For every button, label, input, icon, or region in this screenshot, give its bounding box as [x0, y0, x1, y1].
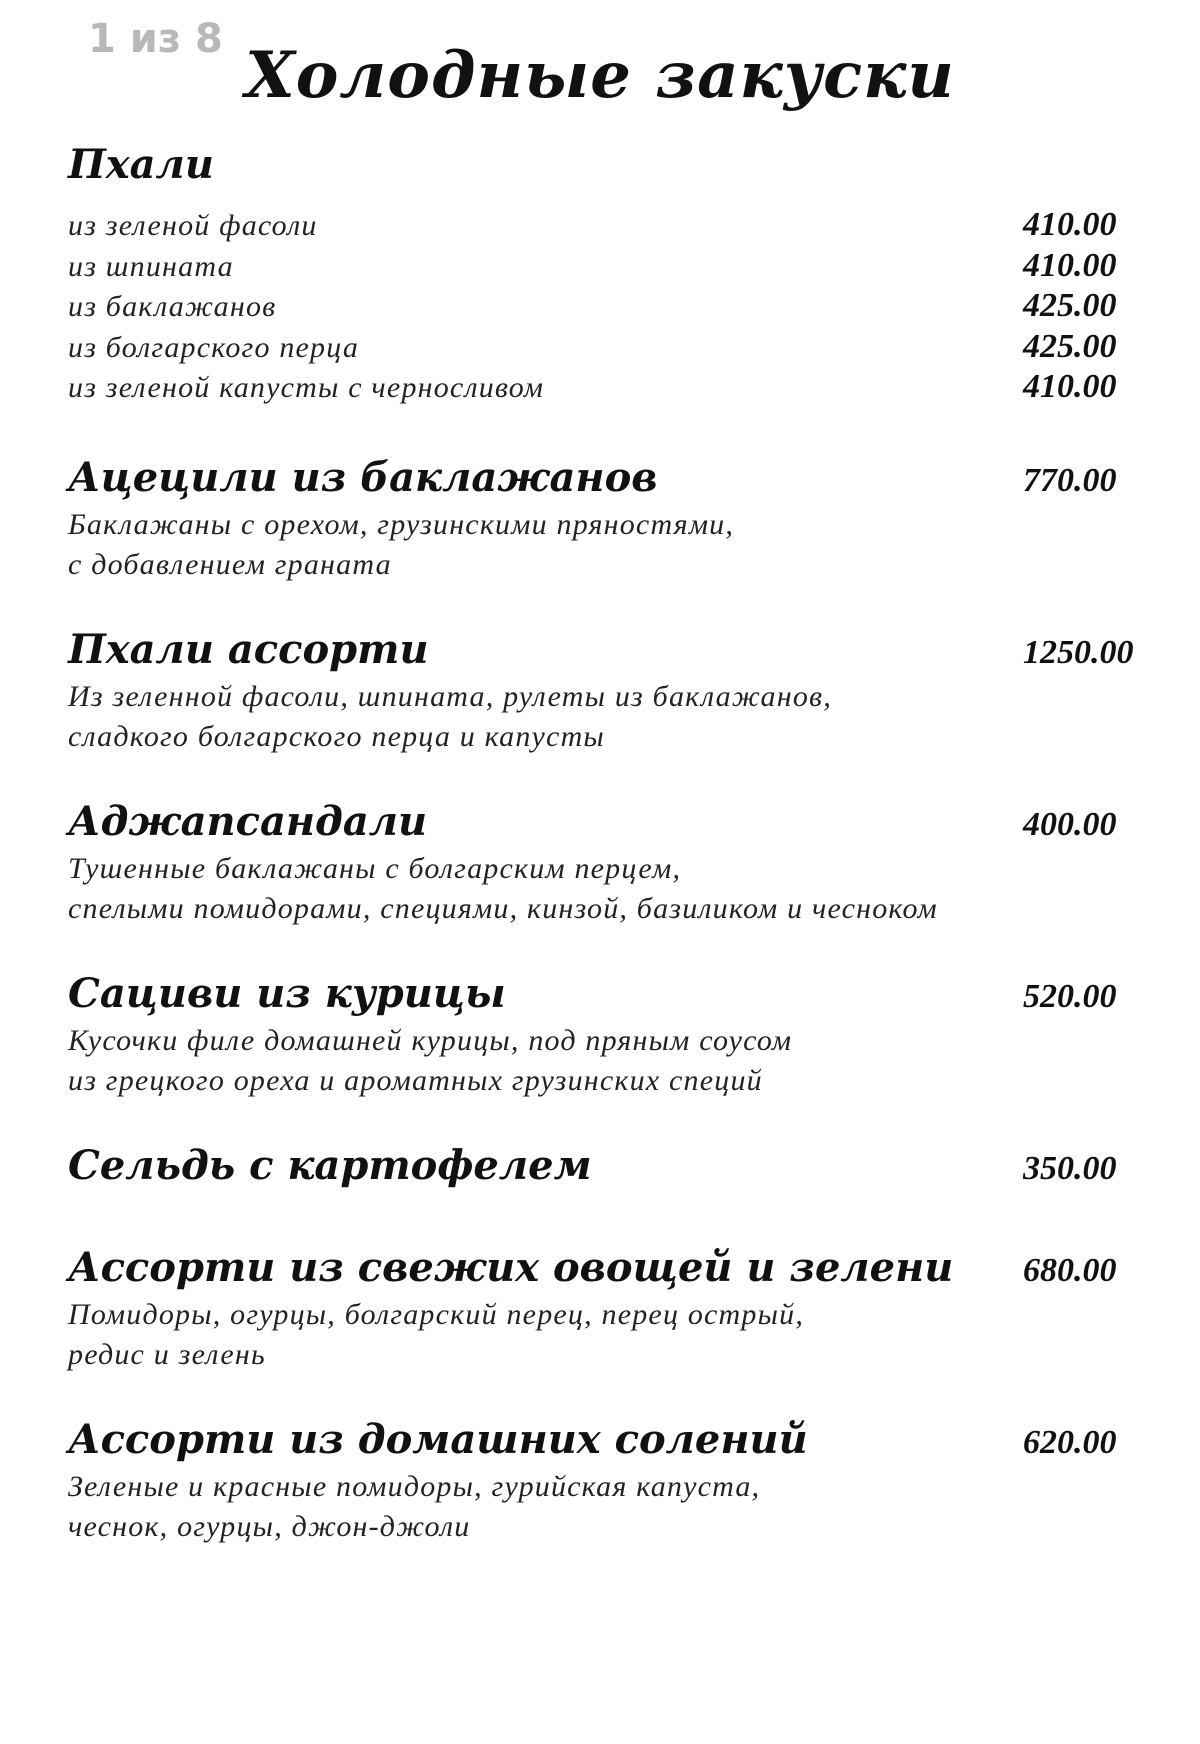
dish-description: из грецкого ореха и ароматных грузинских специй: [68, 1063, 763, 1097]
dish-price: 520.00: [1023, 977, 1117, 1015]
dish-price: 1250.00: [1023, 633, 1134, 671]
dish-description: Кусочки филе домашней курицы, под пряным соусом: [68, 1023, 793, 1057]
dish-name: Ацецили из баклажанов: [68, 453, 658, 501]
menu-variant: [68, 206, 1148, 247]
dish-name: Сациви из курицы: [68, 969, 506, 1017]
variant-label: из болгарского перца: [68, 330, 360, 364]
dish-description: с добавлением граната: [68, 547, 392, 581]
variant-label: из зеленой капусты с черносливом: [68, 371, 545, 404]
dish-description: редис и зелень: [68, 1337, 266, 1371]
variant-label: из шпината: [68, 249, 234, 283]
dish-description: чеснок, огурцы, джон-джоли: [68, 1509, 471, 1543]
menu-variant: [68, 328, 1148, 369]
dish-description: сладкого болгарского перца и капусты: [68, 719, 605, 753]
dish-price: 770.00: [1023, 461, 1117, 499]
dish-name: Аджапсандали: [68, 797, 428, 845]
dish-name: Ассорти из свежих овощей и зелени: [68, 1243, 954, 1291]
variant-price: 410.00: [1023, 246, 1117, 284]
section-heading: Пхали: [68, 141, 214, 188]
menu-variant: [68, 287, 1148, 328]
pkhali-variants: [68, 206, 1148, 409]
dish-price: 400.00: [1023, 805, 1117, 843]
dish-price: 680.00: [1023, 1251, 1117, 1289]
menu-item: [68, 451, 1148, 585]
variant-price: 425.00: [1023, 287, 1117, 324]
variant-price: 425.00: [1023, 327, 1117, 365]
dish-description: Помидоры, огурцы, болгарский перец, перец острый,: [68, 1297, 805, 1331]
menu-variant: [68, 247, 1148, 288]
dish-description: Тушенные баклажаны с болгарским перцем,: [68, 851, 682, 885]
page-title: Холодные закуски: [245, 38, 955, 113]
menu-section-pkhali: [68, 138, 1148, 409]
menu-item: [68, 795, 1148, 929]
dish-name: Ассорти из домашних солений: [68, 1415, 808, 1463]
menu-item: [68, 967, 1148, 1101]
dish-description: Из зеленной фасоли, шпината, рулеты из баклажанов,: [68, 679, 832, 713]
dish-name: Пхали ассорти: [68, 625, 429, 673]
variant-label: из зеленой фасоли: [68, 209, 318, 242]
dish-name: Сельдь с картофелем: [68, 1141, 592, 1189]
dish-price: 350.00: [1023, 1149, 1117, 1187]
dish-description: Баклажаны с орехом, грузинскими пряностями,: [68, 507, 735, 541]
dish-description: Зеленые и красные помидоры, гурийская капуста,: [68, 1469, 761, 1503]
variant-price: 410.00: [1023, 206, 1117, 243]
dish-description: спелыми помидорами, специями, кинзой, базиликом и чесноком: [68, 891, 938, 925]
dish-price: 620.00: [1023, 1423, 1117, 1461]
menu-item: [68, 1241, 1148, 1375]
menu-item: [68, 1413, 1148, 1547]
page-counter: 1 из 8: [88, 16, 223, 62]
menu-content: [68, 138, 1148, 1547]
variant-price: 410.00: [1023, 368, 1117, 405]
menu-item: [68, 623, 1148, 757]
menu-item: [68, 1139, 1148, 1193]
variant-label: из баклажанов: [68, 290, 277, 323]
menu-variant: [68, 368, 1148, 409]
